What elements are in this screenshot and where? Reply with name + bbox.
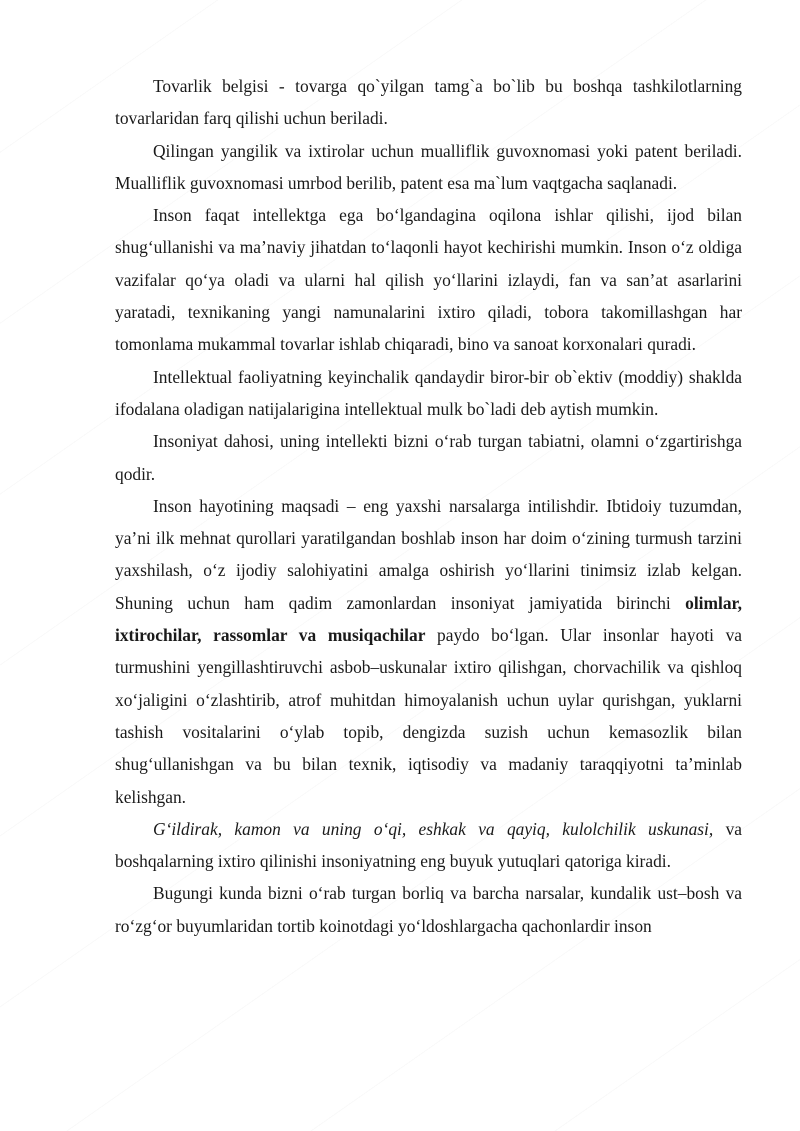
bold-text-run: olimlar, ixtirochilar, rassomlar va musiqachilar <box>115 592 742 646</box>
paragraph-patent: Qilingan yangilik va ixtirolar uchun mualliflik guvoxnomasi yoki patent beriladi. Mualliflik guvoxnomasi umrbod berilib, patent esa ma`lum vaqtgacha saqlanadi. <box>115 140 742 193</box>
paragraph-today: Bugungi kunda bizni o‘rab turgan borliq va barcha narsalar, kundalik ust–bosh va ro‘zg‘or buyumlaridan tortib koinotdagi yo‘ldoshlargacha qachonlardir inson <box>115 883 742 936</box>
paragraph-intellectual-property: Intellektual faoliyatning keyinchalik qandaydir biror-bir ob`ektiv (moddiy) shaklda ifodalana oladigan natijalarigina intellektual mulk bo`ladi deb aytish mumkin. <box>115 366 742 419</box>
paragraph-life-purpose <box>115 490 742 813</box>
italic-text-run: G‘ildirak, kamon va uning o‘qi, eshkak va qayiq, kulolchilik uskunasi, <box>153 818 714 839</box>
paragraph-inventions <box>115 813 742 878</box>
text-run: Inson hayotining maqsadi – eng yaxshi narsalarga intilishdir. Ibtidoiy tuzumdan, ya’ni ilk mehnat qurollari yaratilgandan boshlab inson har doim o‘zining turmush tarzini yaxshilash, o‘z ijodiy salohiyatini amalga oshirish yo‘llarini tinimsiz izlab kelgan. Shuning uchun ham qadim zamonlardan insoniyat jamiyatida birinchi <box>115 495 742 613</box>
paragraph-intellect: Inson faqat intellektga ega bo‘lgandagina oqilona ishlar qilishi, ijod bilan shug‘ullanishi va ma’naviy jihatdan to‘laqonli hayot kechirishi mumkin. Inson o‘z oldiga vazifalar qo‘ya oladi va ularni hal qilish yo‘llarini izlaydi, fan va san’at asarlarini yaratadi, texnikaning yangi namunalarini ixtiro qiladi, tobora takomillashgan har tomonlama mukammal tovarlar ishlab chiqaradi, bino va sanoat korxonalari quradi. <box>115 205 742 355</box>
paragraph-trademark: Tovarlik belgisi - tovarga qo`yilgan tamg`a bo`lib bu boshqa tashkilotlarning tovarlaridan farq qilishi uchun beriladi. <box>115 76 742 129</box>
text-run: paydo bo‘lgan. Ular insonlar hayoti va turmushini yengillashtiruvchi asbob–uskunalar ixtiro qilishgan, chorvachilik va qishloq xo‘jaligini o‘zlashtirib, atrof muhitdan himoyalanish uchun uylar qurishgan, yuklarni tashish vositalarini o‘ylab topib, dengizda suzish uchun kemasozlik bilan shug‘ullanishgan va bu bilan texnik, iqtisodiy va madaniy taraqqiyotni ta’minlab kelishgan. <box>115 625 742 807</box>
paragraph-genius: Insoniyat dahosi, uning intellekti bizni o‘rab turgan tabiatni, olamni o‘zgartirishga qodir. <box>115 431 742 484</box>
text-run: va boshqalarning ixtiro qilinishi insoniyatning eng buyuk yutuqlari qatoriga kiradi. <box>115 818 743 872</box>
document-body <box>115 70 742 942</box>
